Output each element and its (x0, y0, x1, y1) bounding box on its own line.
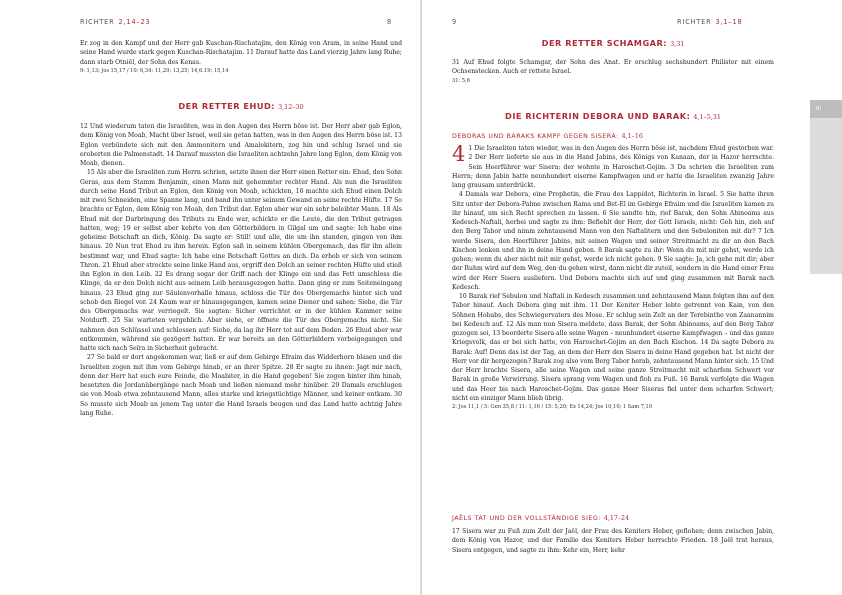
ehud-text-block (80, 122, 402, 418)
schamgar-text-block (452, 58, 774, 86)
left-page (0, 0, 420, 595)
crossref: 2: Jos 11,1 / 5: Gen 35,8 / 11: 1,16 / 15: 5,20; Ex 14,24; Jos 10,10; 1 Sam 7,10 (452, 404, 653, 410)
intro-text-block (80, 39, 402, 76)
paragraph: 10 Barak rief Sebulon und Naftali in Kedesch zusammen und zehntausend Mann folgten ihm auf den Tabor hinauf. Auch Debora ging mit ihm. 11 Der Keniter Heber lebte getrennt von Kain, von den Söhnen Hobabs, des Schwiegervaters des Mose. Er schlug sein Zelt an der Terebinthe von Zaanannim bei Kedesch auf. 12 Als man nun Sisera meldete, dass Barak, der Sohn Abinoams, auf den Berg Tabor gezogen sei, 13 beorderte Sisera alle seine Wagen – neunhundert eiserne Kampfwagen – und das ganze Kriegsvolk, das er bei sich hatte, von Haroschet-Gojim an den Bach Kischon. 14 Da sagte Debora zu Barak: Auf! Denn das ist der Tag, an dem der Herr den Sisera in deine Hand gegeben hat. Ist nicht der Herr vor dir hergezogen? Barak zog also vom Berg Tabor herab, zehntausend Mann hinter sich. 15 Und der Herr brachte Sisera, alle seine Wagen und seine ganze Streitmacht mit scharfem Schwert vor Barak in große Verwirrung. Sisera sprang vom Wagen und floh zu Fuß. 16 Barak verfolgte die Wagen und das Heer bis nach Haroschet-Gojim. Das ganze Heer Siseras fiel unter dem scharfen Schwert; nicht ein einziger Mann blieb übrig. (452, 293, 774, 402)
running-head-ref: 3,1–18 (715, 18, 743, 26)
jael-text-block (452, 527, 774, 555)
section-heading-ehud (80, 101, 402, 111)
section-heading-text: DER RETTER EHUD: (178, 101, 276, 111)
paragraph: 1 Die Israeliten taten wieder, was in den Augen des Herrn böse ist, nachdem Ehud gestorben war. 2 Der Herr lieferte sie aus in die Hand Jabins, des Königs von Kanaan, der in Hazor herrschte. Sein Heerführer war Sisera; der wohnte in Haroschet-Gojim. 3 Da schrien die Israeliten zum Herrn; denn Jabin hatte neunhundert eiserne Kampfwagen und er hatte die Israeliten zwanzig Jahre lang grausam unterdrückt. (452, 145, 774, 189)
thumb-index-marker: RI (810, 100, 842, 118)
paragraph: 31 Auf Ehud folgte Schamgar, der Sohn des Anat. Er erschlug sechshundert Philister mit einem Ochsenstecken. Auch er rettete Israel. (452, 59, 774, 76)
paragraph: 12 Und wiederum taten die Israeliten, was in den Augen des Herrn böse ist. Der Herr aber gab Eglon, dem König von Moab, Macht über Israel, weil sie getan hatten, was in den Augen des Herrn böse ist. 13 Eglon verbündete sich mit den Ammonitern und Amalekitern, zog hin und schlug Israel und sie eroberten die Palmenstadt. 14 Darauf mussten die Israeliten achtzehn Jahre lang Eglon, dem König von Moab, dienen. (80, 123, 402, 167)
subheading-ref: 4,1–16 (621, 133, 643, 140)
section-heading-ref: 4,1–5,31 (693, 113, 721, 121)
subheading-text: DEBORAS UND BARAKS KAMPF GEGEN SISERA: (452, 133, 619, 140)
intro-crossref: 9: 1,13; Jos 15,17 / 10: 6,34; 11,29; 13,25; 14,6.19; 15,14 (80, 67, 229, 74)
section-heading-text: DER RETTER SCHAMGAR: (541, 38, 668, 48)
intro-paragraph: Er zog in den Kampf und der Herr gab Kuschan-Rischatajim, den König von Aram, in seine Hand und seine Hand wurde stark gegen Kuschan-Rischatajim. 11 Darauf hatte das Land vierzig Jahre lang Ruhe; dann starb Otniël, der Sohn des Kenas. (80, 40, 402, 66)
section-heading-debora (452, 111, 774, 121)
page-number-right: 9 (452, 18, 457, 26)
section-heading-ref: 3,31 (670, 40, 685, 48)
thumb-index-tab (810, 100, 842, 274)
running-head-title: RICHTER (677, 18, 712, 26)
right-page (422, 0, 842, 595)
paragraph: 15 Als aber die Israeliten zum Herrn schrien, setzte ihnen der Herr einen Retter ein: Ehud, den Sohn Geras, aus dem Stamm Benjamin, einen Mann mit gehemmter rechter Hand. Als nun die Israeliten durch seine Hand Tribut an Eglon, den König von Moab, schickten, 16 machte sich Ehud einen Dolch mit zwei Schneiden, eine Spanne lang, und band ihn unter seinem Gewand an seine rechte Hüfte. 17 So brachte er Eglon, dem König von Moab, den Tribut dar. Eglon aber war ein sehr beleibter Mann. 18 Als Ehud mit der Darbringung des Tributs zu Ende war, schickte er die Leute, die den Tribut getragen hatten, weg; 19 er selbst aber kehrte von den Götterbildern in Gilgal um und sagte: Ich habe eine geheime Botschaft an dich, König. Da sagte er: Still! und alle, die um ihn standen, gingen von ihm hinaus. 20 Nun trat Ehud zu ihm herein. Eglon saß in seinem kühlen Obergemach, das für ihn allein bestimmt war, und Ehud sagte: Ich habe eine Botschaft Gottes an dich. Da erhob er sich von seinem Thron. 21 Ehud aber streckte seine linke Hand aus, ergriff den Dolch an seiner rechten Hüfte und stieß ihn Eglon in den Leib. 22 Es drang sogar der Griff nach der Klinge ein und das Fett umschloss die Klinge, da er den Dolch nicht aus seinem Leib herausgezogen hatte. Dann ging er zum Seiteneingang hinaus. 23 Ehud ging zur Säulenvorhalle hinaus, schloss die Tür des Obergemachs hinter sich und schob den Riegel vor. 24 Kaum war er hinausgegangen, kamen seine Diener und sahen: Siehe, die Tür des Obergemachs war verriegelt. Sie sagten: Sicher verrichtet er in der kühlen Kammer seine Notdurft. 25 Sie warteten vergeblich. Aber siehe, er öffnete die Tür des Obergemachs nicht. Sie nahmen den Schlüssel und schlossen auf: Siehe, da lag ihr Herr tot auf dem Boden. 26 Ehud aber war entkommen, während sie gezögert hatten. Er war bereits an den Götterbildern vorbeigegangen und hatte sich nach Seïra in Sicherheit gebracht. (80, 169, 402, 352)
running-head-ref: 2,14–23 (118, 18, 151, 26)
running-head-title: RICHTER (80, 18, 115, 26)
crossref: 31: 5,6 (452, 77, 471, 84)
paragraph: 27 So bald er dort angekommen war, ließ er auf dem Gebirge Efraim das Widderhorn blasen und die Israeliten zogen mit ihm vom Gebirge hinab, er an ihrer Spitze. 28 Er sagte zu ihnen: Jagt mir nach, denn der Herr hat euch eure Feinde, die Moabiter, in die Hand gegeben! Sie zogen hinter ihm hinab, besetzten die Jordanübergänge nach Moab und ließen niemand mehr hinüber. 29 Damals erschlugen sie von Moab etwa zehntausend Mann, alles starke und kriegstüchtige Männer, und keiner entkam. 30 So musste sich Moab an jenem Tag unter die Hand Israels beugen und das Land hatte achtzig Jahre lang Ruhe. (80, 354, 402, 417)
paragraph: 4 Damals war Debora, eine Prophetin, die Frau des Lappidot, Richterin in Israel. 5 Sie hatte ihren Sitz unter der Debora-Palme zwischen Rama und Bet-El im Gebirge Efraim und die Israeliten kamen zu ihr hinauf, um sich Recht sprechen zu lassen. 6 Sie sandte hin, rief Barak, den Sohn Abinoams aus Kedesch-Naftali, herbei und sagte zu ihm: Befiehlt der Herr, der Gott Israels, nicht: Geh hin, zieh auf den Berg Tabor und nimm zehntausend Mann von den Naftalitern und den Sebuloniten mit dir? 7 Ich werde Sisera, den Heerführer Jabins, mit seinen Wagen und seiner Streitmacht zu dir an den Bach Kischon lenken und ihn in deine Hand geben. 8 Barak sagte zu ihr: Wenn du mit mir gehst, werde ich gehen; wenn du aber nicht mit mir gehst, werde ich nicht gehen. 9 Sie sagte: Ja, ich gehe mit dir; aber der Ruhm wird auf dem Weg, den du gehen wirst, dann nicht dir zuteil, sondern in die Hand einer Frau wird der Herr Sisera ausliefern. Und Debora machte sich auf und ging zusammen mit Barak nach Kedesch. (452, 191, 774, 291)
subheading-kampf (452, 133, 774, 140)
section-heading-text: DIE RICHTERIN DEBORA UND BARAK: (505, 111, 691, 121)
debora-text-block (452, 144, 774, 412)
running-head-right (677, 18, 742, 26)
page-number-left: 8 (387, 18, 392, 26)
section-heading-ref: 3,12–30 (278, 103, 304, 111)
chapter-number: 4 (452, 142, 466, 166)
paragraph: 17 Sisera war zu Fuß zum Zelt der Jaël, der Frau des Keniters Heber, geflohen; denn zwischen Jabin, dem König von Hazor, und der Familie des Keniters Heber herrschte Frieden. 18 Jaël trat heraus, Sisera entgegen, und sagte zu ihm: Kehr ein, Herr, kehr (452, 528, 774, 554)
subheading-ref: 4,17–24 (603, 515, 630, 522)
section-heading-schamgar (452, 38, 774, 48)
running-head-left (80, 18, 150, 26)
subheading-text: JAËLS TAT UND DER VOLLSTÄNDIGE SIEG: (452, 515, 601, 522)
subheading-jael (452, 515, 774, 522)
